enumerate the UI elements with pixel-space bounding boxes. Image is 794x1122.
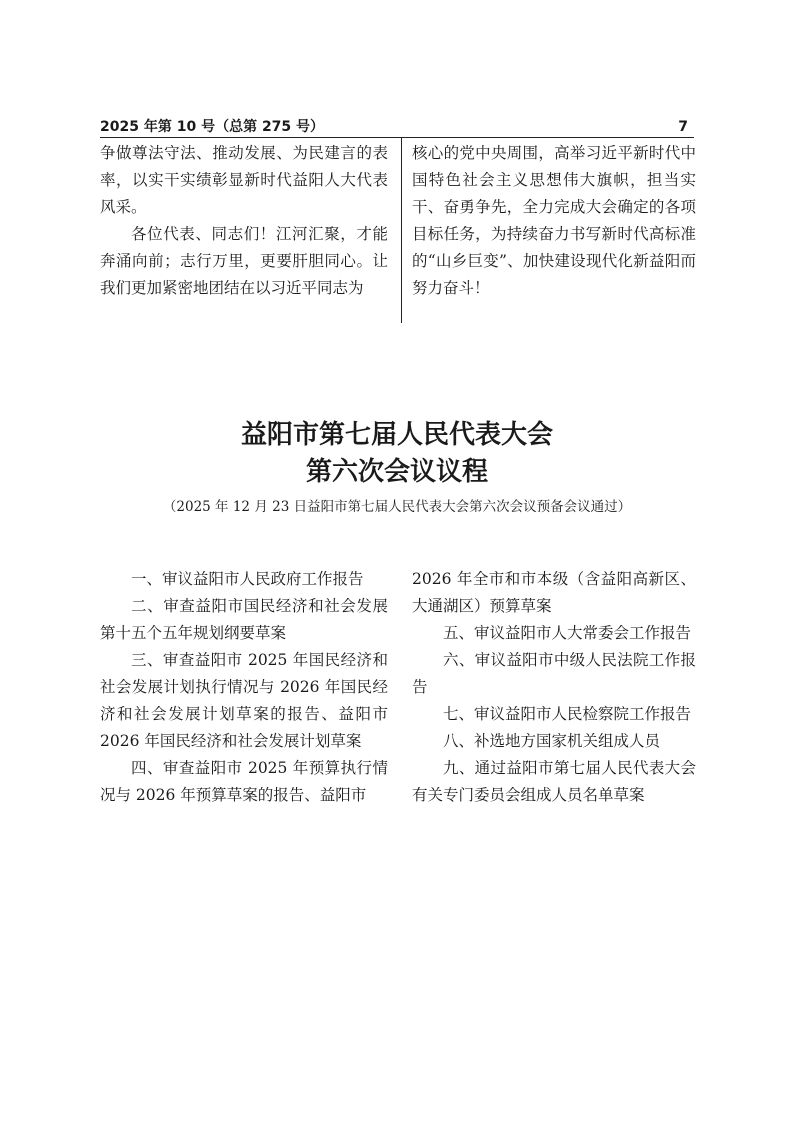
paragraph: 核心的党中央周围，高举习近平新时代中国特色社会主义思想伟大旗帜，担当实干、奋勇争先，全力完成大会确定的各项目标任务，为持续奋力书写新时代高标准的“山乡巨变”、加快建设现代化新益阳而努力奋斗！ — [412, 144, 696, 297]
agenda-item: 九、通过益阳市第七届人民代表大会有关专门委员会组成人员名单草案 — [412, 759, 696, 804]
agenda-item: 五、审议益阳市人大常委会工作报告 — [443, 624, 692, 642]
agenda-title-line-2: 第六次会议议程 — [305, 457, 488, 487]
agenda-item: 一、审议益阳市人民政府工作报告 — [131, 570, 364, 588]
agenda-item: 八、补选地方国家机关组成人员 — [443, 732, 661, 750]
column-divider — [401, 137, 402, 323]
agenda-item: 七、审议益阳市人民检察院工作报告 — [443, 705, 692, 723]
running-header — [100, 117, 694, 137]
agenda-left-column — [100, 566, 388, 809]
top-left-column — [100, 140, 388, 302]
agenda-item: 四、审查益阳市 2025 年预算执行情况与 2026 年预算草案的报告、益阳市 — [100, 759, 388, 804]
issue-label: 2025 年第 10 号（总第 275 号） — [100, 119, 325, 135]
agenda-title-line-1: 益阳市第七届人民代表大会 — [240, 420, 553, 450]
page-number: 7 — [678, 119, 688, 135]
agenda-right-column — [412, 566, 696, 809]
agenda-subtitle: （2025 年 12 月 23 日益阳市第七届人民代表大会第六次会议预备会议通过） — [162, 499, 632, 515]
paragraph: 争做尊法守法、推动发展、为民建言的表率，以实干实绩彰显新时代益阳人大代表风采。 — [100, 144, 388, 216]
agenda-item: 三、审查益阳市 2025 年国民经济和社会发展计划执行情况与 2026 年国民经济和社会发展计划草案的报告、益阳市 2026 年国民经济和社会发展计划草案 — [100, 651, 388, 750]
paragraph: 各位代表、同志们！江河汇聚，才能奔涌向前；志行万里，更要肝胆同心。让我们更加紧密地团结在以习近平同志为 — [100, 225, 388, 297]
agenda-item: 二、审查益阳市国民经济和社会发展第十五个五年规划纲要草案 — [100, 597, 388, 642]
header-rule — [100, 137, 694, 138]
agenda-item-continuation: 2026 年全市和市本级（含益阳高新区、大通湖区）预算草案 — [412, 570, 696, 615]
agenda-item: 六、审议益阳市中级人民法院工作报告 — [412, 651, 696, 696]
top-right-column — [412, 140, 696, 302]
